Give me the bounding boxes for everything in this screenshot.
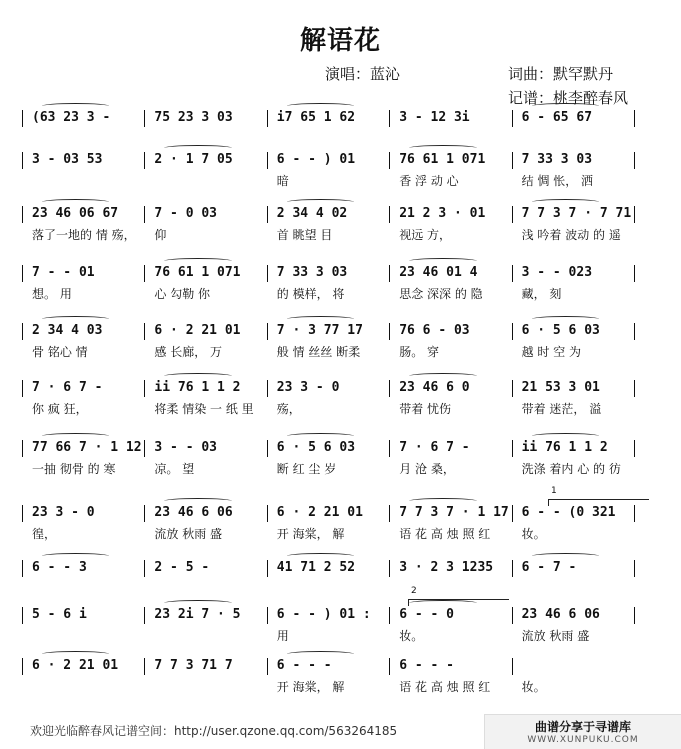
bar-line: [389, 658, 390, 675]
measure: 2 - 5 -: [154, 560, 210, 575]
score-row: [28, 378, 668, 422]
bar-line: [634, 440, 635, 457]
bar-line: [22, 560, 23, 577]
bar-line: [634, 206, 635, 223]
bar-line: [22, 440, 23, 457]
bar-line: [22, 152, 23, 169]
bar-line: [267, 110, 268, 127]
bar-line: [144, 152, 145, 169]
measure: 23 46 6 06: [521, 607, 600, 622]
notes-line: [28, 204, 668, 224]
measure: 76 61 1 071: [154, 265, 241, 280]
volta-number: 2: [411, 586, 417, 596]
measure: 6 · 5 6 03: [521, 323, 600, 338]
score-row: [28, 150, 668, 194]
notes-line: [28, 656, 668, 676]
lyrics-line: [28, 172, 668, 190]
measure: 3 - 12 3i: [399, 110, 470, 125]
slur-mark: [287, 553, 354, 559]
bar-line: [389, 265, 390, 282]
lyric-phrase: 妆。: [399, 629, 424, 643]
lyric-phrase: 开 海棠， 解: [276, 680, 345, 694]
bar-line: [512, 152, 513, 169]
lyric-phrase: 思念 深深 的 隐: [399, 287, 483, 301]
lyric-phrase: 藏， 刻: [521, 287, 562, 301]
lyrics-line: [28, 343, 668, 361]
lyric-phrase: 月 沧 桑，: [399, 462, 455, 476]
notes-line: [28, 263, 668, 283]
notes-line: [28, 558, 668, 578]
bar-line: [22, 505, 23, 522]
bar-line: [634, 110, 635, 127]
lyric-phrase: 落了一地的 情 殇，: [32, 228, 136, 242]
notes-line: [28, 438, 668, 458]
bar-line: [512, 505, 513, 522]
bar-line: [512, 265, 513, 282]
measure: 6 - - 0: [399, 607, 454, 622]
slur-mark: [287, 103, 354, 109]
slur-mark: [164, 600, 231, 606]
lyrics-line: [28, 460, 668, 478]
bar-line: [267, 265, 268, 282]
bar-line: [144, 206, 145, 223]
lyric-phrase: 般 情 丝丝 断柔: [276, 345, 361, 359]
measure: 3 - - 023: [521, 265, 593, 280]
slur-mark: [42, 651, 109, 657]
bar-line: [389, 505, 390, 522]
footer-text: 欢迎光临醉春风记谱空间：http://user.qzone.qq.com/563264185: [30, 724, 398, 738]
measure: 6 - - ) 01 :: [276, 607, 371, 622]
score-row: [28, 438, 668, 482]
lyric-phrase: 你 疯 狂，: [32, 402, 88, 416]
measure: 7 33 3 03: [276, 265, 348, 280]
notes-line: [28, 378, 668, 398]
slur-mark: [164, 498, 231, 504]
bar-line: [144, 110, 145, 127]
bar-line: [389, 323, 390, 340]
bar-line: [634, 560, 635, 577]
bar-line: [267, 323, 268, 340]
slur-mark: [42, 103, 109, 109]
lyric-phrase: 的 模样， 将: [276, 287, 345, 301]
measure: 76 61 1 071: [399, 152, 486, 167]
measure: 23 46 06 67: [32, 206, 119, 221]
slur-mark: [532, 316, 599, 322]
measure: 6 - - 3: [32, 560, 87, 575]
slur-mark: [532, 553, 599, 559]
lyricist-composer-credit: 词曲：默罕默丹: [508, 65, 614, 83]
bar-line: [267, 206, 268, 223]
transcriber-credit: 记谱：桃李醉春风: [508, 89, 629, 107]
bar-line: [22, 265, 23, 282]
lyric-phrase: 徨，: [32, 527, 57, 541]
lyric-phrase: 越 时 空 为: [521, 345, 582, 359]
lyric-phrase: 流放 秋雨 盛: [154, 527, 223, 541]
measure: (63 23 3 -: [32, 110, 111, 125]
bar-line: [22, 206, 23, 223]
notes-line: [28, 150, 668, 170]
slur-mark: [409, 498, 476, 504]
bar-line: [267, 560, 268, 577]
score-row: [28, 108, 668, 152]
slur-mark: [164, 145, 231, 151]
bar-line: [144, 380, 145, 397]
singer-credit: 演唱：蓝沁: [325, 65, 401, 83]
bar-line: [512, 206, 513, 223]
measure: 2 · 1 7 05: [154, 152, 233, 167]
measure: 6 - 7 -: [521, 560, 577, 575]
bar-line: [512, 380, 513, 397]
lyric-phrase: 凉。 望: [154, 462, 195, 476]
measure: ii 76 1 1 2: [521, 440, 608, 455]
measure: 7 · 6 7 -: [399, 440, 470, 455]
bar-line: [512, 560, 513, 577]
lyric-phrase: 流放 秋雨 盛: [521, 629, 590, 643]
measure: 75 23 3 03: [154, 110, 233, 125]
measure: 6 - - (0 321: [521, 505, 616, 520]
bar-line: [634, 607, 635, 624]
lyrics-line: [28, 525, 668, 543]
bar-line: [267, 505, 268, 522]
slur-mark: [42, 316, 109, 322]
lyric-phrase: 语 花 高 烛 照 红: [399, 680, 491, 694]
lyric-phrase: 用: [276, 629, 289, 643]
lyric-phrase: 肠。 穿: [399, 345, 440, 359]
lyric-phrase: 语 花 高 烛 照 红: [399, 527, 491, 541]
lyrics-line: [28, 400, 668, 418]
bar-line: [267, 440, 268, 457]
measure: 6 - - -: [276, 658, 332, 673]
lyric-phrase: 洗涤 着内 心 的 彷: [521, 462, 621, 476]
lyric-phrase: 断 红 尘 岁: [276, 462, 337, 476]
slur-mark: [409, 145, 476, 151]
bar-line: [389, 110, 390, 127]
lyric-phrase: 殇，: [276, 402, 301, 416]
bar-line: [144, 440, 145, 457]
measure: 77 66 7 · 1 12: [32, 440, 142, 455]
lyric-phrase: 暗: [276, 174, 289, 188]
measure: 7 - - 01: [32, 265, 95, 280]
lyrics-line: [28, 580, 668, 598]
measure: 6 - 65 67: [521, 110, 593, 125]
logo-title: 曲谱分享于寻谱库: [534, 720, 631, 734]
measure: 21 53 3 01: [521, 380, 600, 395]
slur-mark: [532, 103, 599, 109]
score-row: [28, 263, 668, 307]
bar-line: [144, 607, 145, 624]
slur-mark: [532, 433, 599, 439]
lyrics-line: [28, 678, 668, 696]
lyric-phrase: 妆。: [521, 680, 546, 694]
bar-line: [512, 658, 513, 675]
bar-line: [634, 505, 635, 522]
lyrics-line: [28, 285, 668, 303]
measure: ii 76 1 1 2: [154, 380, 241, 395]
bar-line: [634, 152, 635, 169]
measure: 6 - - ) 01: [276, 152, 356, 167]
song-title: 解语花: [299, 26, 381, 56]
lyric-phrase: 首 眺望 目: [276, 228, 333, 242]
bar-line: [389, 607, 390, 624]
bar-line: [512, 440, 513, 457]
score-row: [28, 558, 668, 602]
bar-line: [267, 658, 268, 675]
bar-line: [389, 560, 390, 577]
score-row: [28, 656, 668, 700]
measure: 7 · 6 7 -: [32, 380, 103, 395]
slur-mark: [409, 373, 476, 379]
bar-line: [144, 505, 145, 522]
measure: 23 3 - 0: [276, 380, 340, 395]
slur-mark: [287, 651, 354, 657]
measure: 23 46 6 06: [154, 505, 233, 520]
lyrics-line: [28, 226, 668, 244]
measure: 6 · 2 21 01: [32, 658, 119, 673]
measure: 3 - - 03: [154, 440, 218, 455]
measure: 2 34 4 02: [276, 206, 348, 221]
score-row: [28, 605, 668, 649]
measure: 6 · 5 6 03: [276, 440, 356, 455]
lyric-phrase: 仰: [154, 228, 167, 242]
slur-mark: [532, 199, 599, 205]
notes-line: [28, 503, 668, 523]
bar-line: [267, 152, 268, 169]
measure: 23 3 - 0: [32, 505, 95, 520]
measure: 2 34 4 03: [32, 323, 103, 338]
lyric-phrase: 想。 用: [32, 287, 72, 301]
lyric-phrase: 结 惆 怅， 洒: [521, 174, 594, 188]
score-row: [28, 503, 668, 547]
score-row: [28, 204, 668, 248]
slur-mark: [164, 373, 231, 379]
slur-mark: [287, 316, 354, 322]
lyric-phrase: 妆。: [521, 527, 546, 541]
bar-line: [267, 380, 268, 397]
lyric-phrase: 感 长廊， 万: [154, 345, 223, 359]
slur-mark: [42, 199, 109, 205]
lyric-phrase: 带着 忧伤: [399, 402, 452, 416]
measure: 5 - 6 i: [32, 607, 87, 622]
bar-line: [144, 658, 145, 675]
measure: 7 7 3 7 · 7 71: [521, 206, 632, 221]
notes-line: [28, 605, 668, 625]
lyric-phrase: 骨 铭心 情: [32, 345, 88, 359]
measure: 7 7 3 7 · 1 17: [399, 505, 509, 520]
lyric-phrase: 开 海棠， 解: [276, 527, 345, 541]
slur-mark: [287, 199, 354, 205]
bar-line: [634, 323, 635, 340]
measure: 6 · 2 21 01: [154, 323, 241, 338]
volta-number: 1: [551, 486, 557, 496]
bar-line: [634, 380, 635, 397]
bar-line: [22, 607, 23, 624]
measure: 21 2 3 · 01: [399, 206, 486, 221]
lyric-phrase: 将柔 情染 一 纸 里: [154, 402, 254, 416]
lyric-phrase: 心 勾勒 你: [154, 287, 211, 301]
bar-line: [144, 323, 145, 340]
notes-line: [28, 321, 668, 341]
bar-line: [512, 110, 513, 127]
notes-line: [28, 108, 668, 128]
bar-line: [22, 323, 23, 340]
slur-mark: [42, 433, 109, 439]
site-logo: [484, 714, 681, 749]
measure: 7 · 3 77 17: [276, 323, 363, 338]
slur-mark: [164, 258, 231, 264]
lyric-phrase: 香 浮 动 心: [399, 174, 459, 188]
bar-line: [512, 323, 513, 340]
measure: 7 - 0 03: [154, 206, 218, 221]
measure: 23 46 01 4: [399, 265, 478, 280]
measure: 7 33 3 03: [521, 152, 593, 167]
score-row: [28, 321, 668, 365]
measure: 41 71 2 52: [276, 560, 356, 575]
bar-line: [22, 110, 23, 127]
measure: 6 - - -: [399, 658, 454, 673]
slur-mark: [287, 433, 354, 439]
logo-url: WWW.XUNPUKU.COM: [527, 735, 639, 745]
lyric-phrase: 带着 迷茫， 溢: [521, 402, 602, 416]
lyrics-line: [28, 130, 668, 148]
bar-line: [267, 607, 268, 624]
measure: i7 65 1 62: [276, 110, 356, 125]
second-ending-bracket: [408, 586, 509, 606]
measure: 23 2i 7 · 5: [154, 607, 241, 622]
lyrics-line: [28, 627, 668, 645]
bar-line: [144, 265, 145, 282]
bar-line: [389, 440, 390, 457]
slur-mark: [409, 258, 476, 264]
lyric-phrase: 视远 方，: [399, 228, 452, 242]
lyric-phrase: 一抽 彻骨 的 寒: [32, 462, 116, 476]
bar-line: [512, 607, 513, 624]
bar-line: [389, 152, 390, 169]
measure: 6 · 2 21 01: [276, 505, 363, 520]
bar-line: [389, 206, 390, 223]
bar-line: [22, 380, 23, 397]
slur-mark: [42, 553, 109, 559]
measure: 76 6 - 03: [399, 323, 470, 338]
measure: 3 - 03 53: [32, 152, 103, 167]
measure: 23 46 6 0: [399, 380, 470, 395]
measure: 3 · 2 3 1235: [399, 560, 494, 575]
bar-line: [22, 658, 23, 675]
first-ending-bracket: [548, 486, 649, 506]
bar-line: [389, 380, 390, 397]
bar-line: [144, 560, 145, 577]
lyric-phrase: 浅 吟着 波动 的 遥: [521, 228, 621, 242]
measure: 7 7 3 71 7: [154, 658, 233, 673]
bar-line: [634, 265, 635, 282]
